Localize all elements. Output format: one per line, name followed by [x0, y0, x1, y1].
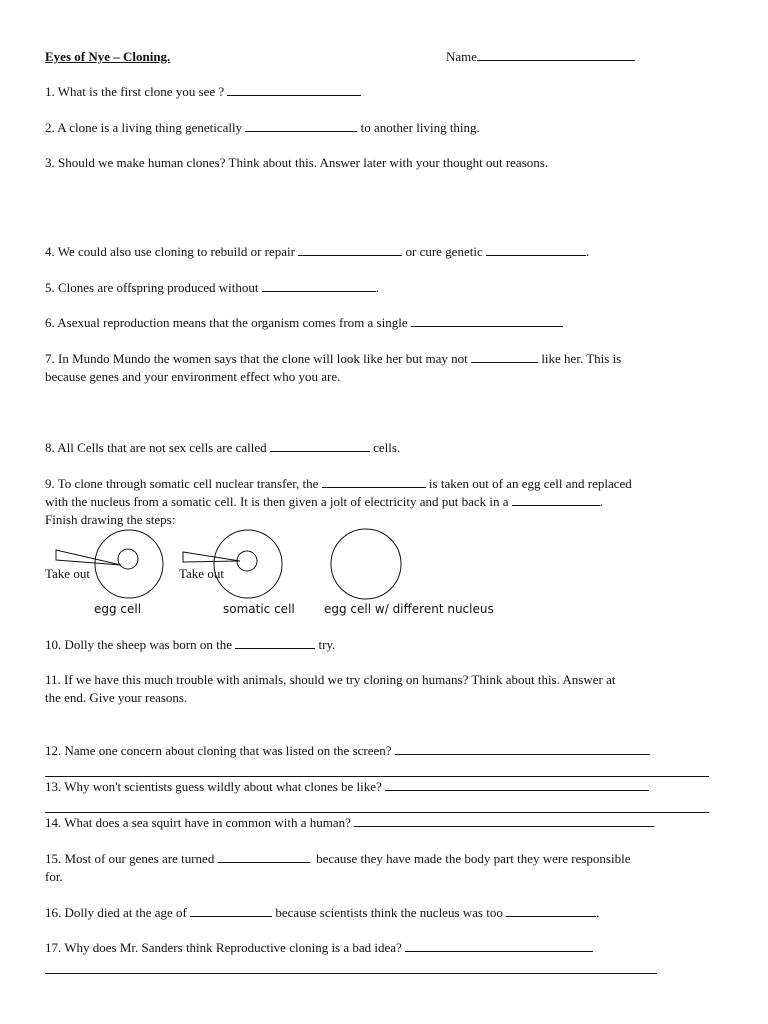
- answer-blank-12[interactable]: [395, 743, 650, 755]
- question-9-text-b: is taken out of an egg cell and replaced: [428, 476, 632, 491]
- new-egg-cell-figure: [331, 529, 401, 599]
- question-7-line-1: [45, 351, 621, 367]
- new-egg-cell-membrane[interactable]: [331, 529, 401, 599]
- answer-blank-4a[interactable]: [298, 244, 402, 256]
- question-16-text-a: 16. Dolly died at the age of: [45, 905, 187, 920]
- egg-cell-figure: [56, 530, 163, 598]
- question-15-text-b: because they have made the body part they were responsible: [316, 851, 631, 866]
- answer-blank-15[interactable]: [218, 851, 310, 863]
- take-out-label-2: Take out: [179, 566, 224, 581]
- question-10-text-b: try.: [318, 637, 336, 652]
- question-1: [45, 84, 361, 100]
- question-8-text-a: 8. All Cells that are not sex cells are called: [45, 440, 267, 455]
- somatic-cell-membrane: [214, 530, 282, 598]
- question-2: [45, 120, 480, 136]
- question-13-text: 13. Why won't scientists guess wildly about what clones be like?: [45, 779, 382, 794]
- name-label: Name: [446, 49, 478, 64]
- question-9-text-d: .: [599, 494, 604, 509]
- question-16-text-c: .: [596, 905, 600, 920]
- question-2-text-a: 2. A clone is a living thing genetically: [45, 120, 243, 135]
- question-10-text-a: 10. Dolly the sheep was born on the: [45, 637, 233, 652]
- question-14-text: 14. What does a sea squirt have in common with a human?: [45, 815, 351, 830]
- answer-blank-9a[interactable]: [322, 476, 426, 488]
- question-9-text-a: 9. To clone through somatic cell nuclear transfer, the: [45, 476, 319, 491]
- answer-line-17[interactable]: [45, 973, 657, 974]
- answer-blank-1[interactable]: [227, 84, 361, 96]
- question-8: [45, 440, 400, 456]
- caption-egg-cell: egg cell: [94, 602, 142, 616]
- question-6: [45, 315, 563, 331]
- question-12: [45, 743, 650, 759]
- answer-blank-6[interactable]: [411, 315, 563, 327]
- answer-blank-4b[interactable]: [486, 244, 586, 256]
- question-7-line-2: because genes and your environment effect who you are.: [45, 369, 341, 384]
- question-5: [45, 280, 379, 296]
- answer-blank-7[interactable]: [471, 351, 538, 363]
- question-11-line-1: 11. If we have this much trouble with animals, should we try cloning on humans? Think about this. Answer at: [45, 672, 616, 687]
- answer-blank-2[interactable]: [245, 120, 357, 132]
- somatic-cell-figure: [183, 530, 282, 598]
- question-16-text-b: because scientists think the nucleus was too: [275, 905, 503, 920]
- question-9-line-1: [45, 476, 632, 492]
- question-13: [45, 779, 649, 795]
- question-12-text: 12. Name one concern about cloning that was listed on the screen?: [45, 743, 392, 758]
- answer-blank-9b[interactable]: [512, 494, 600, 506]
- question-4-text-a: 4. We could also use cloning to rebuild or repair: [45, 244, 295, 259]
- question-10: [45, 637, 335, 653]
- question-9-line-3: Finish drawing the steps:: [45, 512, 176, 527]
- answer-blank-17[interactable]: [405, 940, 593, 952]
- question-9-text-c: with the nucleus from a somatic cell. It is then given a jolt of electricity and put back in a: [45, 494, 509, 509]
- name-blank[interactable]: [477, 49, 635, 61]
- question-15-line-2: for.: [45, 869, 63, 884]
- question-4-text-c: .: [585, 244, 590, 259]
- question-11-line-2: the end. Give your reasons.: [45, 690, 188, 705]
- question-17-text: 17. Why does Mr. Sanders think Reproductive cloning is a bad idea?: [45, 940, 402, 955]
- take-out-label-1: Take out: [45, 566, 90, 581]
- answer-blank-5[interactable]: [262, 280, 376, 292]
- question-16: [45, 905, 599, 921]
- question-15-line-1: [45, 851, 630, 867]
- question-6-text: 6. Asexual reproduction means that the organism comes from a single: [45, 315, 408, 330]
- pipette-icon: [56, 550, 121, 565]
- question-17: [45, 940, 593, 956]
- answer-blank-10[interactable]: [235, 637, 315, 649]
- caption-new-egg-cell: egg cell w/ different nucleus: [324, 602, 494, 616]
- question-9-line-2: [45, 494, 603, 510]
- answer-blank-16a[interactable]: [190, 905, 272, 917]
- question-7-text-b: like her. This is: [541, 351, 622, 366]
- question-8-text-b: cells.: [373, 440, 401, 455]
- caption-somatic-cell: somatic cell: [223, 602, 295, 616]
- question-14: [45, 815, 654, 831]
- answer-line-13[interactable]: [45, 812, 709, 813]
- question-2-text-b: to another living thing.: [360, 120, 480, 135]
- egg-cell-nucleus: [118, 549, 138, 569]
- answer-blank-16b[interactable]: [506, 905, 596, 917]
- answer-blank-8[interactable]: [270, 440, 370, 452]
- name-field[interactable]: [446, 49, 635, 65]
- question-4-text-b: or cure genetic: [405, 244, 483, 259]
- question-5-text-b: .: [375, 280, 379, 295]
- pipette-icon: [183, 552, 240, 562]
- question-3: 3. Should we make human clones? Think about this. Answer later with your thought out reasons.: [45, 155, 549, 170]
- question-1-text: 1. What is the first clone you see ?: [45, 84, 225, 99]
- worksheet-title: Eyes of Nye – Cloning.: [45, 49, 171, 64]
- answer-blank-14[interactable]: [354, 815, 654, 827]
- answer-line-12[interactable]: [45, 776, 709, 777]
- question-15-text-a: 15. Most of our genes are turned: [45, 851, 215, 866]
- question-4: [45, 244, 589, 260]
- question-5-text-a: 5. Clones are offspring produced without: [45, 280, 259, 295]
- answer-blank-13[interactable]: [385, 779, 649, 791]
- question-7-text-a: 7. In Mundo Mundo the women says that the clone will look like her but may not: [45, 351, 468, 366]
